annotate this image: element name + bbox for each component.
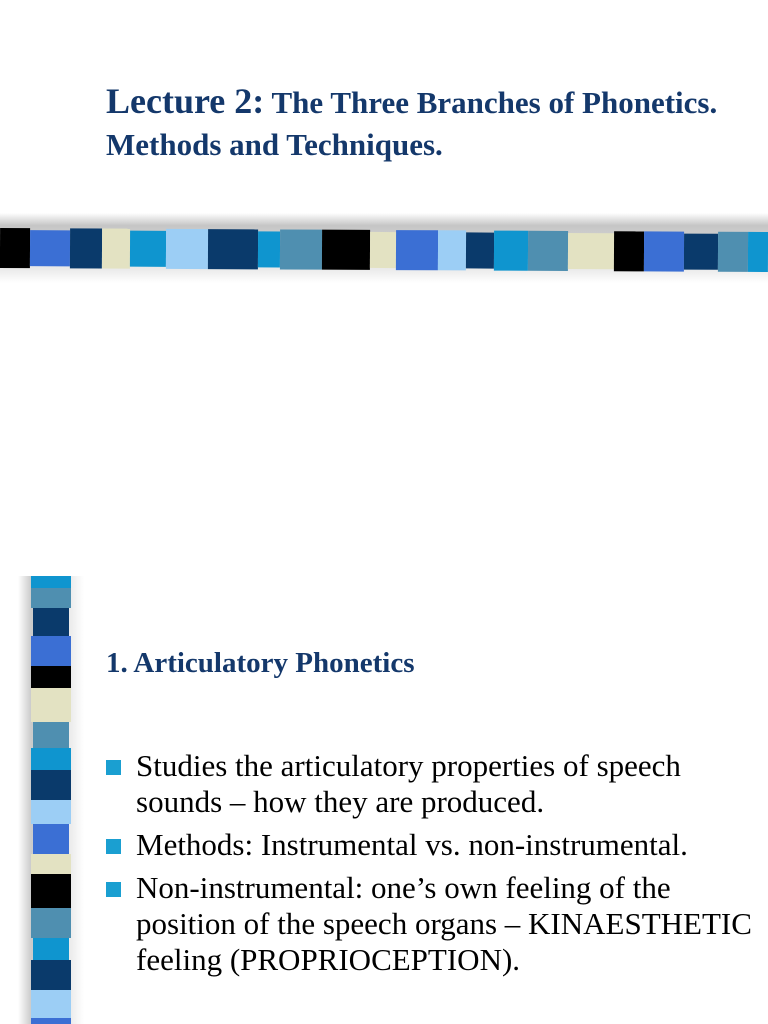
stripe-segment xyxy=(0,228,30,268)
slide-title xyxy=(106,80,746,166)
vertical-stripe-segment xyxy=(31,874,71,908)
vertical-stripe-segment xyxy=(33,938,69,960)
vertical-stripe-segment xyxy=(31,960,71,990)
square-bullet-icon xyxy=(106,760,121,775)
stripe-segment xyxy=(568,233,614,269)
title-slide xyxy=(0,0,768,480)
stripe-segment xyxy=(280,229,322,269)
vertical-stripe-segment xyxy=(33,722,69,748)
bullet-text: Studies the articulatory properties of speech sounds – how they are produced. xyxy=(136,748,681,819)
stripe-segment xyxy=(396,230,438,270)
section-heading: 1. Articulatory Phonetics xyxy=(106,647,415,679)
slide-title-rest: The Three Branches of Phonetics. Methods and Techniques. xyxy=(106,85,718,162)
bullet-list xyxy=(106,748,756,985)
vertical-stripe-segment xyxy=(31,990,71,1018)
vertical-stripe-segment xyxy=(31,854,71,874)
stripe-segments xyxy=(0,228,768,272)
bullet-item xyxy=(106,748,756,820)
stripe-segment xyxy=(718,232,748,272)
vertical-stripe-segment xyxy=(33,608,69,636)
bullet-text: Non-instrumental: one’s own feeling of the position of the speech organs – KINAESTHETIC feeling (PROPRIOCEPTION). xyxy=(136,870,752,977)
stripe-segment xyxy=(614,231,644,271)
stripe-segment xyxy=(30,230,70,266)
vertical-stripe-segment xyxy=(31,576,71,588)
stripe-segment xyxy=(466,232,494,268)
stripe-segment xyxy=(322,230,370,270)
vertical-stripe-segment xyxy=(31,688,71,722)
vertical-stripe-segment xyxy=(31,770,71,800)
square-bullet-icon xyxy=(106,882,121,897)
stripe-segment xyxy=(166,229,208,269)
vertical-stripe xyxy=(31,576,71,1024)
stripe-segment xyxy=(748,232,768,272)
stripe-segment xyxy=(370,232,396,268)
content-slide xyxy=(0,576,768,1024)
vertical-stripe-segment xyxy=(31,800,71,824)
stripe-segment xyxy=(438,230,466,270)
vertical-stripe-segment xyxy=(31,1018,71,1024)
stripe-segment xyxy=(494,231,528,271)
bullet-text: Methods: Instrumental vs. non-instrumental. xyxy=(136,827,688,862)
square-bullet-icon xyxy=(106,839,121,854)
bullet-item xyxy=(106,827,756,863)
vertical-stripe-segment xyxy=(31,588,71,608)
stripe-segment xyxy=(70,228,102,268)
stripe-segment xyxy=(644,231,684,271)
slide-title-lead: Lecture 2: xyxy=(106,81,265,121)
bullet-item xyxy=(106,870,756,978)
decorative-stripe xyxy=(0,213,768,283)
stripe-segment xyxy=(528,231,568,271)
stripe-segment xyxy=(130,231,166,267)
stripe-segment xyxy=(208,229,258,269)
vertical-stripe-segment xyxy=(31,748,71,770)
vertical-stripe-segment xyxy=(31,666,71,688)
vertical-stripe-segment xyxy=(31,636,71,666)
vertical-stripe-segment xyxy=(31,908,71,938)
stripe-segment xyxy=(258,231,280,267)
vertical-stripe-segment xyxy=(33,824,69,854)
stripe-segment xyxy=(102,229,130,269)
stripe-segment xyxy=(684,234,718,270)
